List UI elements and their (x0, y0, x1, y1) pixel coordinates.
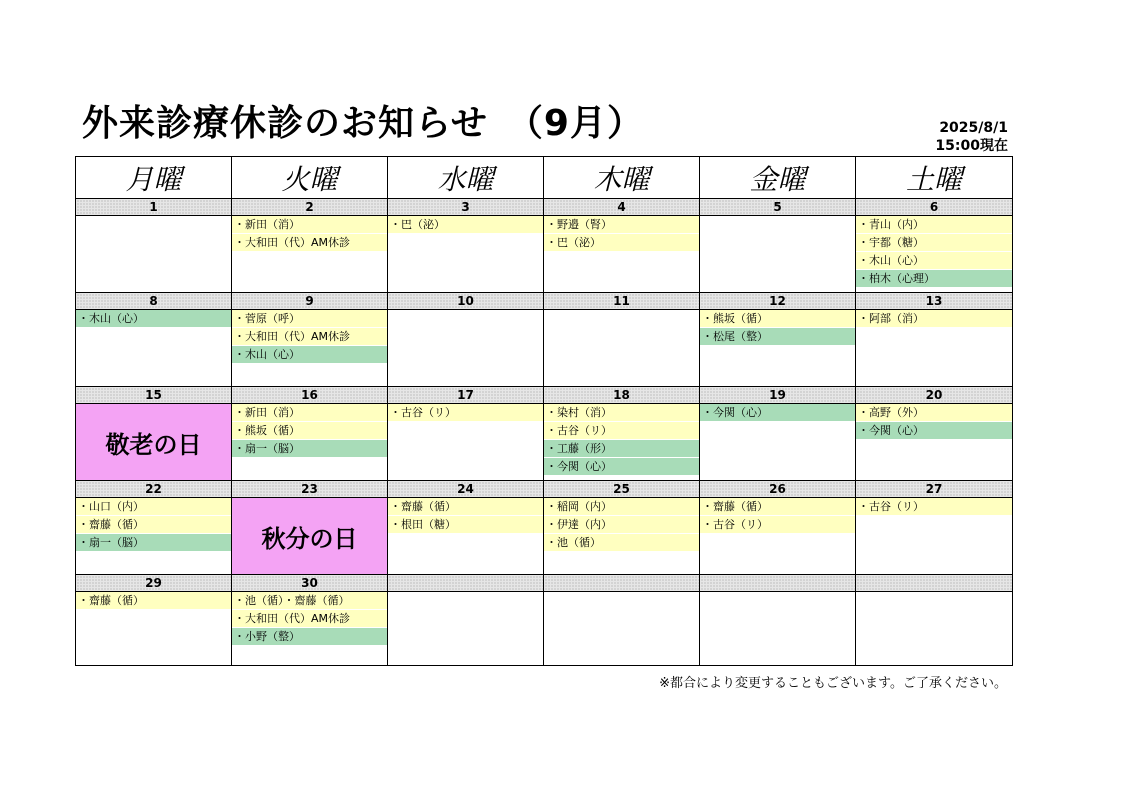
day-cell (232, 310, 388, 387)
holiday-label: 秋分の日 (261, 524, 358, 553)
day-cell (700, 404, 856, 481)
closure-entry: ・木山（心） (856, 252, 1012, 269)
date-cell-row (76, 404, 1013, 481)
closure-entry: ・古谷（リ） (856, 498, 1012, 515)
closure-entry: ・柏木（心理） (856, 270, 1012, 287)
closure-entry: ・根田（糖） (388, 516, 543, 533)
date-cell-row (76, 592, 1013, 666)
closure-entry: ・山口（内） (76, 498, 231, 515)
day-cell (76, 310, 232, 387)
closure-entry: ・小野（整） (232, 628, 387, 645)
weekday-header: 火曜 (232, 157, 388, 199)
date-number (388, 575, 544, 592)
day-cell (76, 592, 232, 666)
date-number: 17 (388, 387, 544, 404)
closure-entry: ・野邉（腎） (544, 216, 699, 233)
closure-entry: ・宇都（糖） (856, 234, 1012, 251)
date-number: 10 (388, 293, 544, 310)
date-number: 29 (76, 575, 232, 592)
weekday-header: 土曜 (856, 157, 1013, 199)
holiday-cell (76, 404, 232, 481)
weekday-header: 月曜 (76, 157, 232, 199)
closure-entry: ・古谷（リ） (544, 422, 699, 439)
closure-entry: ・工藤（形） (544, 440, 699, 457)
closure-entry: ・阿部（消） (856, 310, 1012, 327)
date-cell-row (76, 498, 1013, 575)
date-number: 22 (76, 481, 232, 498)
day-cell (856, 404, 1013, 481)
closure-entry: ・齋藤（循） (76, 516, 231, 533)
date-number (700, 575, 856, 592)
closure-entry: ・古谷（リ） (388, 404, 543, 421)
day-cell (544, 404, 700, 481)
day-cell (232, 592, 388, 666)
date-number (856, 575, 1013, 592)
closure-entry: ・池（循）・齋藤（循） (232, 592, 387, 609)
date-number (544, 575, 700, 592)
date-number: 2 (232, 199, 388, 216)
day-cell (544, 216, 700, 293)
closure-entry: ・池（循） (544, 534, 699, 551)
closure-entry: ・熊坂（循） (232, 422, 387, 439)
day-cell (700, 498, 856, 575)
closure-entry: ・新田（消） (232, 216, 387, 233)
closure-entry: ・木山（心） (76, 310, 231, 327)
weekday-header: 金曜 (700, 157, 856, 199)
closure-entry: ・伊達（内） (544, 516, 699, 533)
date-number: 3 (388, 199, 544, 216)
day-cell (700, 592, 856, 666)
updated-info (935, 119, 1008, 155)
date-number: 5 (700, 199, 856, 216)
closure-entry: ・大和田（代）AM休診 (232, 610, 387, 627)
closure-entry: ・青山（内） (856, 216, 1012, 233)
day-cell (856, 498, 1013, 575)
day-cell (232, 404, 388, 481)
day-cell (856, 216, 1013, 293)
closure-entry: ・松尾（整） (700, 328, 855, 345)
day-cell (544, 592, 700, 666)
date-number: 15 (76, 387, 232, 404)
weekday-header-row (76, 157, 1013, 199)
date-number: 30 (232, 575, 388, 592)
day-cell (388, 216, 544, 293)
closure-entry: ・古谷（リ） (700, 516, 855, 533)
date-cell-row (76, 216, 1013, 293)
closure-entry: ・扇一（脳） (76, 534, 231, 551)
closure-entry: ・染村（消） (544, 404, 699, 421)
closure-entry: ・大和田（代）AM休診 (232, 234, 387, 251)
footer-note: ※都合により変更することもございます。ご了承ください。 (659, 676, 1007, 691)
day-cell (232, 216, 388, 293)
updated-time: 15:00現在 (935, 138, 1008, 154)
day-cell (544, 310, 700, 387)
weekday-header: 水曜 (388, 157, 544, 199)
holiday-label: 敬老の日 (105, 430, 202, 459)
closure-entry: ・扇一（脳） (232, 440, 387, 457)
updated-date: 2025/8/1 (939, 120, 1008, 136)
day-cell (388, 592, 544, 666)
date-number: 24 (388, 481, 544, 498)
date-number-row (76, 387, 1013, 404)
date-number-row (76, 199, 1013, 216)
date-number: 6 (856, 199, 1013, 216)
day-cell (700, 310, 856, 387)
closure-entry: ・巴（泌） (544, 234, 699, 251)
date-number: 9 (232, 293, 388, 310)
closure-entry: ・齋藤（循） (700, 498, 855, 515)
date-number: 19 (700, 387, 856, 404)
date-number: 20 (856, 387, 1013, 404)
closure-entry: ・菅原（呼） (232, 310, 387, 327)
date-number: 11 (544, 293, 700, 310)
closure-entry: ・熊坂（循） (700, 310, 855, 327)
date-number: 16 (232, 387, 388, 404)
date-number-row (76, 293, 1013, 310)
date-number: 27 (856, 481, 1013, 498)
weekday-header: 木曜 (544, 157, 700, 199)
page-title: 外来診療休診のお知らせ （9月） (82, 103, 644, 144)
day-cell (856, 592, 1013, 666)
holiday-cell (232, 498, 388, 575)
day-cell (544, 498, 700, 575)
date-cell-row (76, 310, 1013, 387)
day-cell (700, 216, 856, 293)
closure-entry: ・巴（泌） (388, 216, 543, 233)
day-cell (76, 498, 232, 575)
closure-entry: ・大和田（代）AM休診 (232, 328, 387, 345)
date-number: 1 (76, 199, 232, 216)
closure-entry: ・齋藤（循） (388, 498, 543, 515)
closure-entry: ・今関（心） (544, 458, 699, 475)
date-number: 12 (700, 293, 856, 310)
closure-entry: ・稲岡（内） (544, 498, 699, 515)
closure-entry: ・新田（消） (232, 404, 387, 421)
closure-entry: ・齋藤（循） (76, 592, 231, 609)
date-number: 4 (544, 199, 700, 216)
closure-entry: ・今関（心） (856, 422, 1012, 439)
date-number: 8 (76, 293, 232, 310)
day-cell (76, 216, 232, 293)
date-number: 18 (544, 387, 700, 404)
closure-entry: ・今関（心） (700, 404, 855, 421)
day-cell (388, 498, 544, 575)
date-number-row (76, 575, 1013, 592)
day-cell (388, 404, 544, 481)
calendar-table (75, 156, 1013, 666)
date-number: 26 (700, 481, 856, 498)
closure-entry: ・高野（外） (856, 404, 1012, 421)
date-number-row (76, 481, 1013, 498)
date-number: 23 (232, 481, 388, 498)
day-cell (388, 310, 544, 387)
date-number: 13 (856, 293, 1013, 310)
date-number: 25 (544, 481, 700, 498)
day-cell (856, 310, 1013, 387)
closure-entry: ・木山（心） (232, 346, 387, 363)
